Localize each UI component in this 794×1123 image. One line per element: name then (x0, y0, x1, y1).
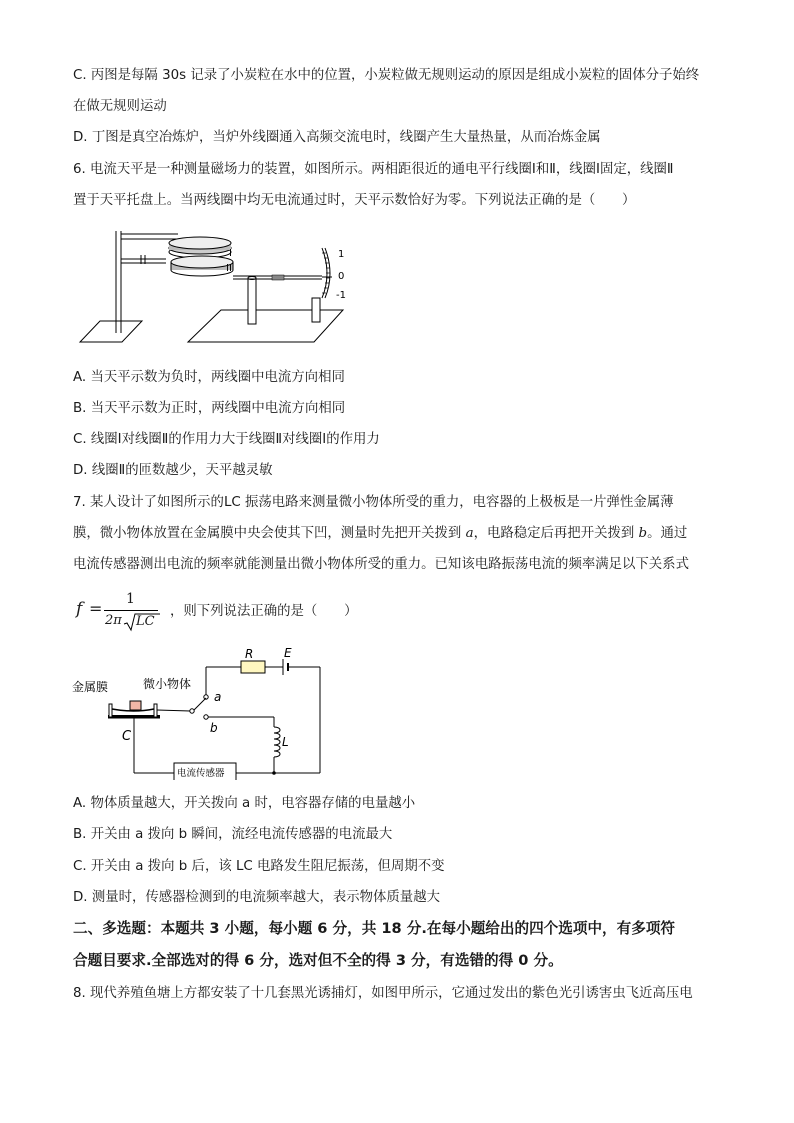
scale-label-mid: 0 (338, 271, 345, 282)
capacitor-label: C (122, 729, 132, 744)
switch-a-label: a (214, 690, 222, 704)
left-base (80, 321, 142, 342)
small-object (130, 701, 141, 710)
inductor (274, 727, 280, 757)
inductor-label: L (282, 735, 289, 749)
q5-option-d: D. 丁图是真空冶炼炉，当炉外线圈通入高频交流电时，线圈产生大量热量，从而冶炼金属 (73, 130, 601, 145)
current-sensor-label: 电流传感器 (177, 768, 225, 779)
q7-formula-tail: ，则下列说法正确的是（ ） (170, 604, 358, 619)
q7-stem-line1: 7. 某人设计了如图所示的LC 振荡电路来测量微小物体所受的重力，电容器的上极板是一片弹性金属薄 (73, 495, 674, 510)
q6-stem-line2: 置于天平托盘上。当两线圈中均无电流通过时，天平示数恰好为零。下列说法正确的是（ ） (73, 193, 636, 208)
q5-option-c-line2: 在做无规则运动 (73, 99, 167, 114)
q7-stem-line2: 膜，微小物体放置在金属膜中央会使其下凹，测量时先把开关拨到 a，电路稳定后再把开关拨到 b。通过 (73, 526, 688, 541)
resistor-label: R (245, 647, 254, 661)
q7-option-a: A. 物体质量越大，开关拨向 a 时，电容器存储的电量越小 (73, 796, 416, 811)
q6-option-a: A. 当天平示数为负时，两线圈中电流方向相同 (73, 370, 345, 385)
q5-option-c-line1: C. 丙图是每隔 30s 记录了小炭粒在水中的位置，小炭粒做无规则运动的原因是组成小炭粒的固体分子始终 (73, 68, 700, 83)
capacitor-bottom-plate (108, 715, 160, 719)
battery-label: E (284, 646, 292, 660)
section2-heading-line1: 二、多选题：本题共 3 小题，每小题 6 分，共 18 分.在每小题给出的四个选项中，有多项符 (73, 920, 676, 937)
switch-pivot (190, 709, 194, 713)
object-label: 微小物体 (143, 677, 192, 691)
frequency-formula: f = 1 2π LC (76, 590, 166, 634)
q6-stem-line1: 6. 电流天平是一种测量磁场力的装置，如图所示。两相距很近的通电平行线圈Ⅰ和Ⅱ，线圈Ⅰ固定，线圈Ⅱ (73, 162, 674, 177)
q6-option-b: B. 当天平示数为正时，两线圈中电流方向相同 (73, 401, 346, 416)
coil-2-label: II (226, 263, 232, 274)
q7-option-c: C. 开关由 a 拨向 b 后，该 LC 电路发生阻尼振荡，但周期不变 (73, 859, 445, 874)
q6-option-d: D. 线圈Ⅱ的匝数越少，天平越灵敏 (73, 463, 273, 478)
q7-stem-line3: 电流传感器测出电流的频率就能测量出微小物体所受的重力。已知该电路振荡电流的频率满足以下关系式 (73, 557, 689, 572)
coil-1-label: I (229, 248, 232, 259)
lc-circuit-figure (70, 645, 340, 780)
scale-label-top: 1 (338, 249, 345, 260)
q7-option-b: B. 开关由 a 拨向 b 瞬间，流经电流传感器的电流最大 (73, 827, 393, 842)
q6-option-c: C. 线圈Ⅰ对线圈Ⅱ的作用力大于线圈Ⅱ对线圈Ⅰ的作用力 (73, 432, 380, 447)
scale-label-bottom: -1 (336, 290, 346, 301)
q7-option-d: D. 测量时，传感器检测到的电流频率越大，表示物体质量越大 (73, 890, 440, 905)
current-balance-figure (76, 226, 366, 346)
metal-film-label: 金属膜 (72, 680, 109, 694)
resistor (241, 661, 265, 673)
switch-b-label: b (210, 721, 218, 735)
coil-1 (169, 237, 231, 258)
section2-heading-line2: 合题目要求.全部选对的得 6 分，选对但不全的得 3 分，有选错的得 0 分。 (73, 952, 563, 969)
coil-2 (171, 256, 233, 276)
q8-stem-line1: 8. 现代养殖鱼塘上方都安装了十几套黑光诱捕灯，如图甲所示，它通过发出的紫色光引诱害虫飞近高压电 (73, 986, 693, 1001)
